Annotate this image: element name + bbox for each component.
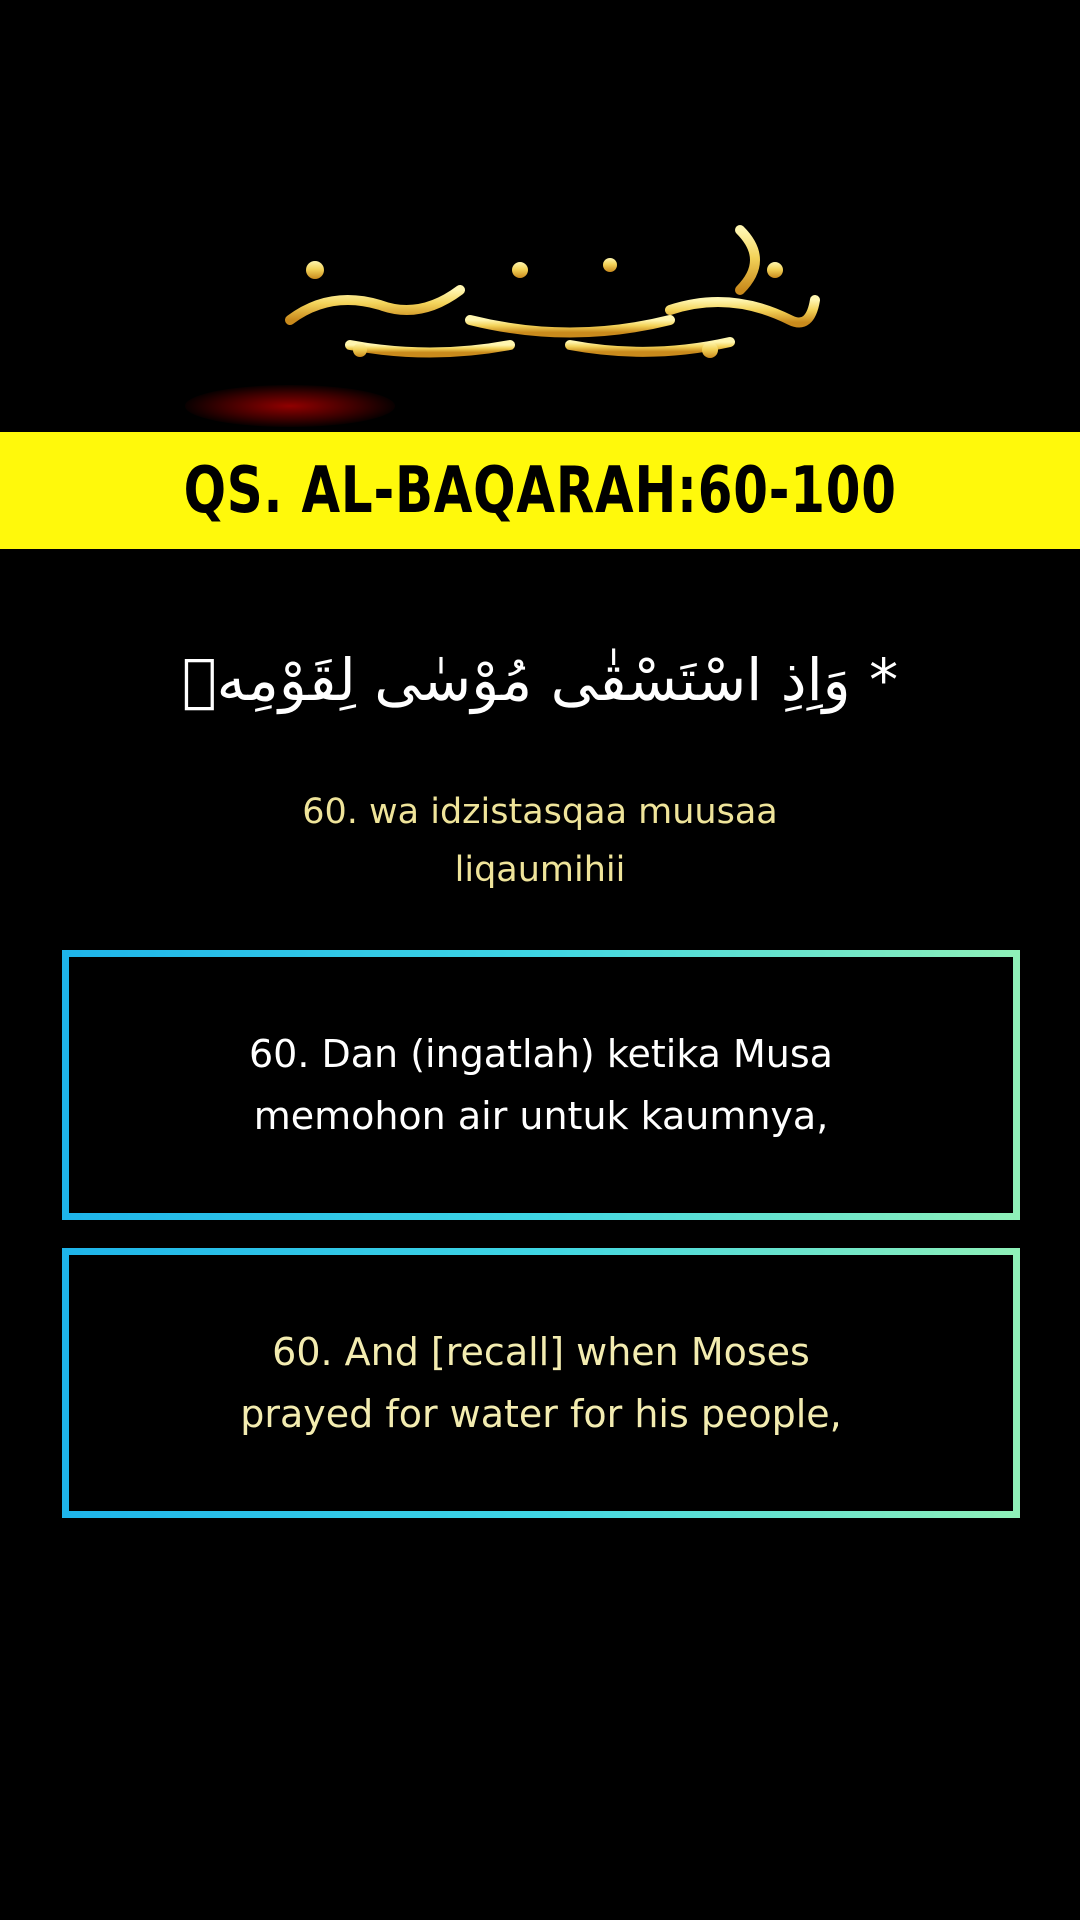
english-translation-card xyxy=(62,1248,1020,1518)
red-glow-decoration xyxy=(185,385,395,427)
arabic-verse-text: * وَاِذِ اسْتَسْقٰى مُوْسٰى لِقَوْمِهٖ xyxy=(181,646,899,714)
indonesian-translation-card xyxy=(62,950,1020,1220)
indonesian-line-1: 60. Dan (ingatlah) ketika Musa xyxy=(249,1032,833,1076)
english-line-1: 60. And [recall] when Moses xyxy=(272,1330,810,1374)
transliteration-line-2: liqaumihii xyxy=(454,850,626,890)
surah-title: QS. AL-BAQARAH:60-100 xyxy=(183,453,897,528)
english-line-2: prayed for water for his people, xyxy=(240,1392,842,1436)
transliteration-line-1: 60. wa idzistasqaa muusaa xyxy=(302,792,778,832)
title-banner xyxy=(0,432,1080,549)
bismillah-calligraphy xyxy=(270,170,830,370)
indonesian-translation-text xyxy=(131,1023,951,1147)
english-translation-text xyxy=(131,1321,951,1445)
indonesian-line-2: memohon air untuk kaumnya, xyxy=(253,1094,829,1138)
transliteration xyxy=(140,783,940,899)
